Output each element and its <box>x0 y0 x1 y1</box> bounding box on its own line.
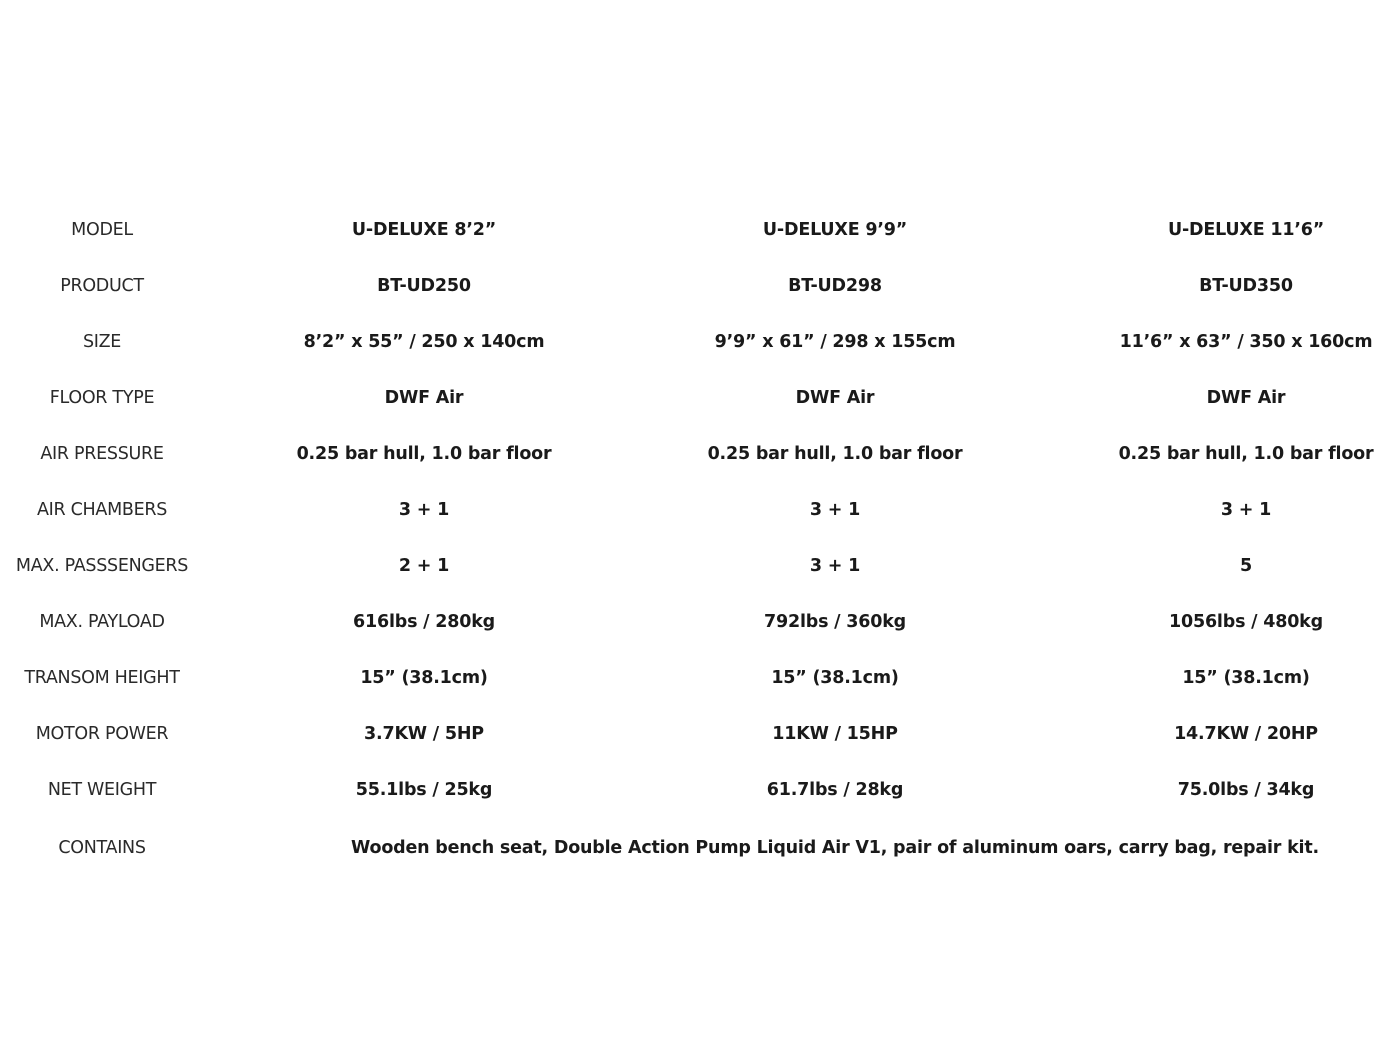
row-label: MOTOR POWER <box>35 724 169 744</box>
air-pressure-value-1: 0.25 bar hull, 1.0 bar floor <box>296 444 552 464</box>
max-payload-value-1: 616lbs / 280kg <box>353 612 495 632</box>
product-value-3: BT-UD350 <box>1199 276 1293 296</box>
air-pressure-value-3: 0.25 bar hull, 1.0 bar floor <box>1118 444 1374 464</box>
air-pressure-value-2: 0.25 bar hull, 1.0 bar floor <box>707 444 963 464</box>
row-label: NET WEIGHT <box>47 780 157 800</box>
row-motor-power <box>0 706 1384 762</box>
row-label: PRODUCT <box>60 276 144 296</box>
floor-type-value-3: DWF Air <box>1206 388 1286 408</box>
motor-power-value-2: 11KW / 15HP <box>772 724 898 744</box>
air-chambers-value-3: 3 + 1 <box>1220 500 1272 520</box>
max-passengers-value-2: 3 + 1 <box>809 556 861 576</box>
max-payload-value-2: 792lbs / 360kg <box>764 612 906 632</box>
product-value-2: BT-UD298 <box>788 276 882 296</box>
motor-power-value-1: 3.7KW / 5HP <box>364 724 484 744</box>
row-product <box>0 258 1384 314</box>
row-label: MODEL <box>71 220 133 240</box>
motor-power-value-3: 14.7KW / 20HP <box>1174 724 1318 744</box>
row-label: SIZE <box>82 332 122 352</box>
max-passengers-value-3: 5 <box>1240 556 1252 576</box>
size-value-1: 8’2” x 55” / 250 x 140cm <box>303 332 545 352</box>
net-weight-value-2: 61.7lbs / 28kg <box>766 780 904 800</box>
row-label: MAX. PAYLOAD <box>39 612 165 632</box>
row-size <box>0 314 1384 370</box>
transom-height-value-1: 15” (38.1cm) <box>360 668 488 688</box>
transom-height-value-2: 15” (38.1cm) <box>771 668 899 688</box>
size-value-3: 11’6” x 63” / 350 x 160cm <box>1119 332 1373 352</box>
model-value-3: U-DELUXE 11’6” <box>1167 220 1325 240</box>
product-value-1: BT-UD250 <box>377 276 471 296</box>
row-air-chambers <box>0 482 1384 538</box>
air-chambers-value-1: 3 + 1 <box>398 500 450 520</box>
row-floor-type <box>0 370 1384 426</box>
size-value-2: 9’9” x 61” / 298 x 155cm <box>714 332 956 352</box>
row-label: CONTAINS <box>58 838 146 858</box>
row-max-passengers <box>0 538 1384 594</box>
floor-type-value-1: DWF Air <box>384 388 464 408</box>
row-transom-height <box>0 650 1384 706</box>
spec-table <box>0 202 1384 878</box>
row-label: MAX. PASSSENGERS <box>15 556 189 576</box>
transom-height-value-3: 15” (38.1cm) <box>1182 668 1310 688</box>
row-model <box>0 202 1384 258</box>
max-payload-value-3: 1056lbs / 480kg <box>1169 612 1323 632</box>
row-max-payload <box>0 594 1384 650</box>
row-label: TRANSOM HEIGHT <box>24 668 180 688</box>
row-air-pressure <box>0 426 1384 482</box>
floor-type-value-2: DWF Air <box>795 388 875 408</box>
row-net-weight <box>0 762 1384 818</box>
net-weight-value-3: 75.0lbs / 34kg <box>1177 780 1315 800</box>
net-weight-value-1: 55.1lbs / 25kg <box>355 780 493 800</box>
row-label: AIR CHAMBERS <box>36 500 168 520</box>
row-label: FLOOR TYPE <box>49 388 155 408</box>
row-label: AIR PRESSURE <box>40 444 164 464</box>
model-value-1: U-DELUXE 8’2” <box>351 220 497 240</box>
model-value-2: U-DELUXE 9’9” <box>762 220 908 240</box>
contains-value: Wooden bench seat, Double Action Pump Liquid Air V1, pair of aluminum oars, carry bag, repair kit. <box>351 838 1319 858</box>
air-chambers-value-2: 3 + 1 <box>809 500 861 520</box>
max-passengers-value-1: 2 + 1 <box>398 556 450 576</box>
row-contains <box>0 818 1384 878</box>
